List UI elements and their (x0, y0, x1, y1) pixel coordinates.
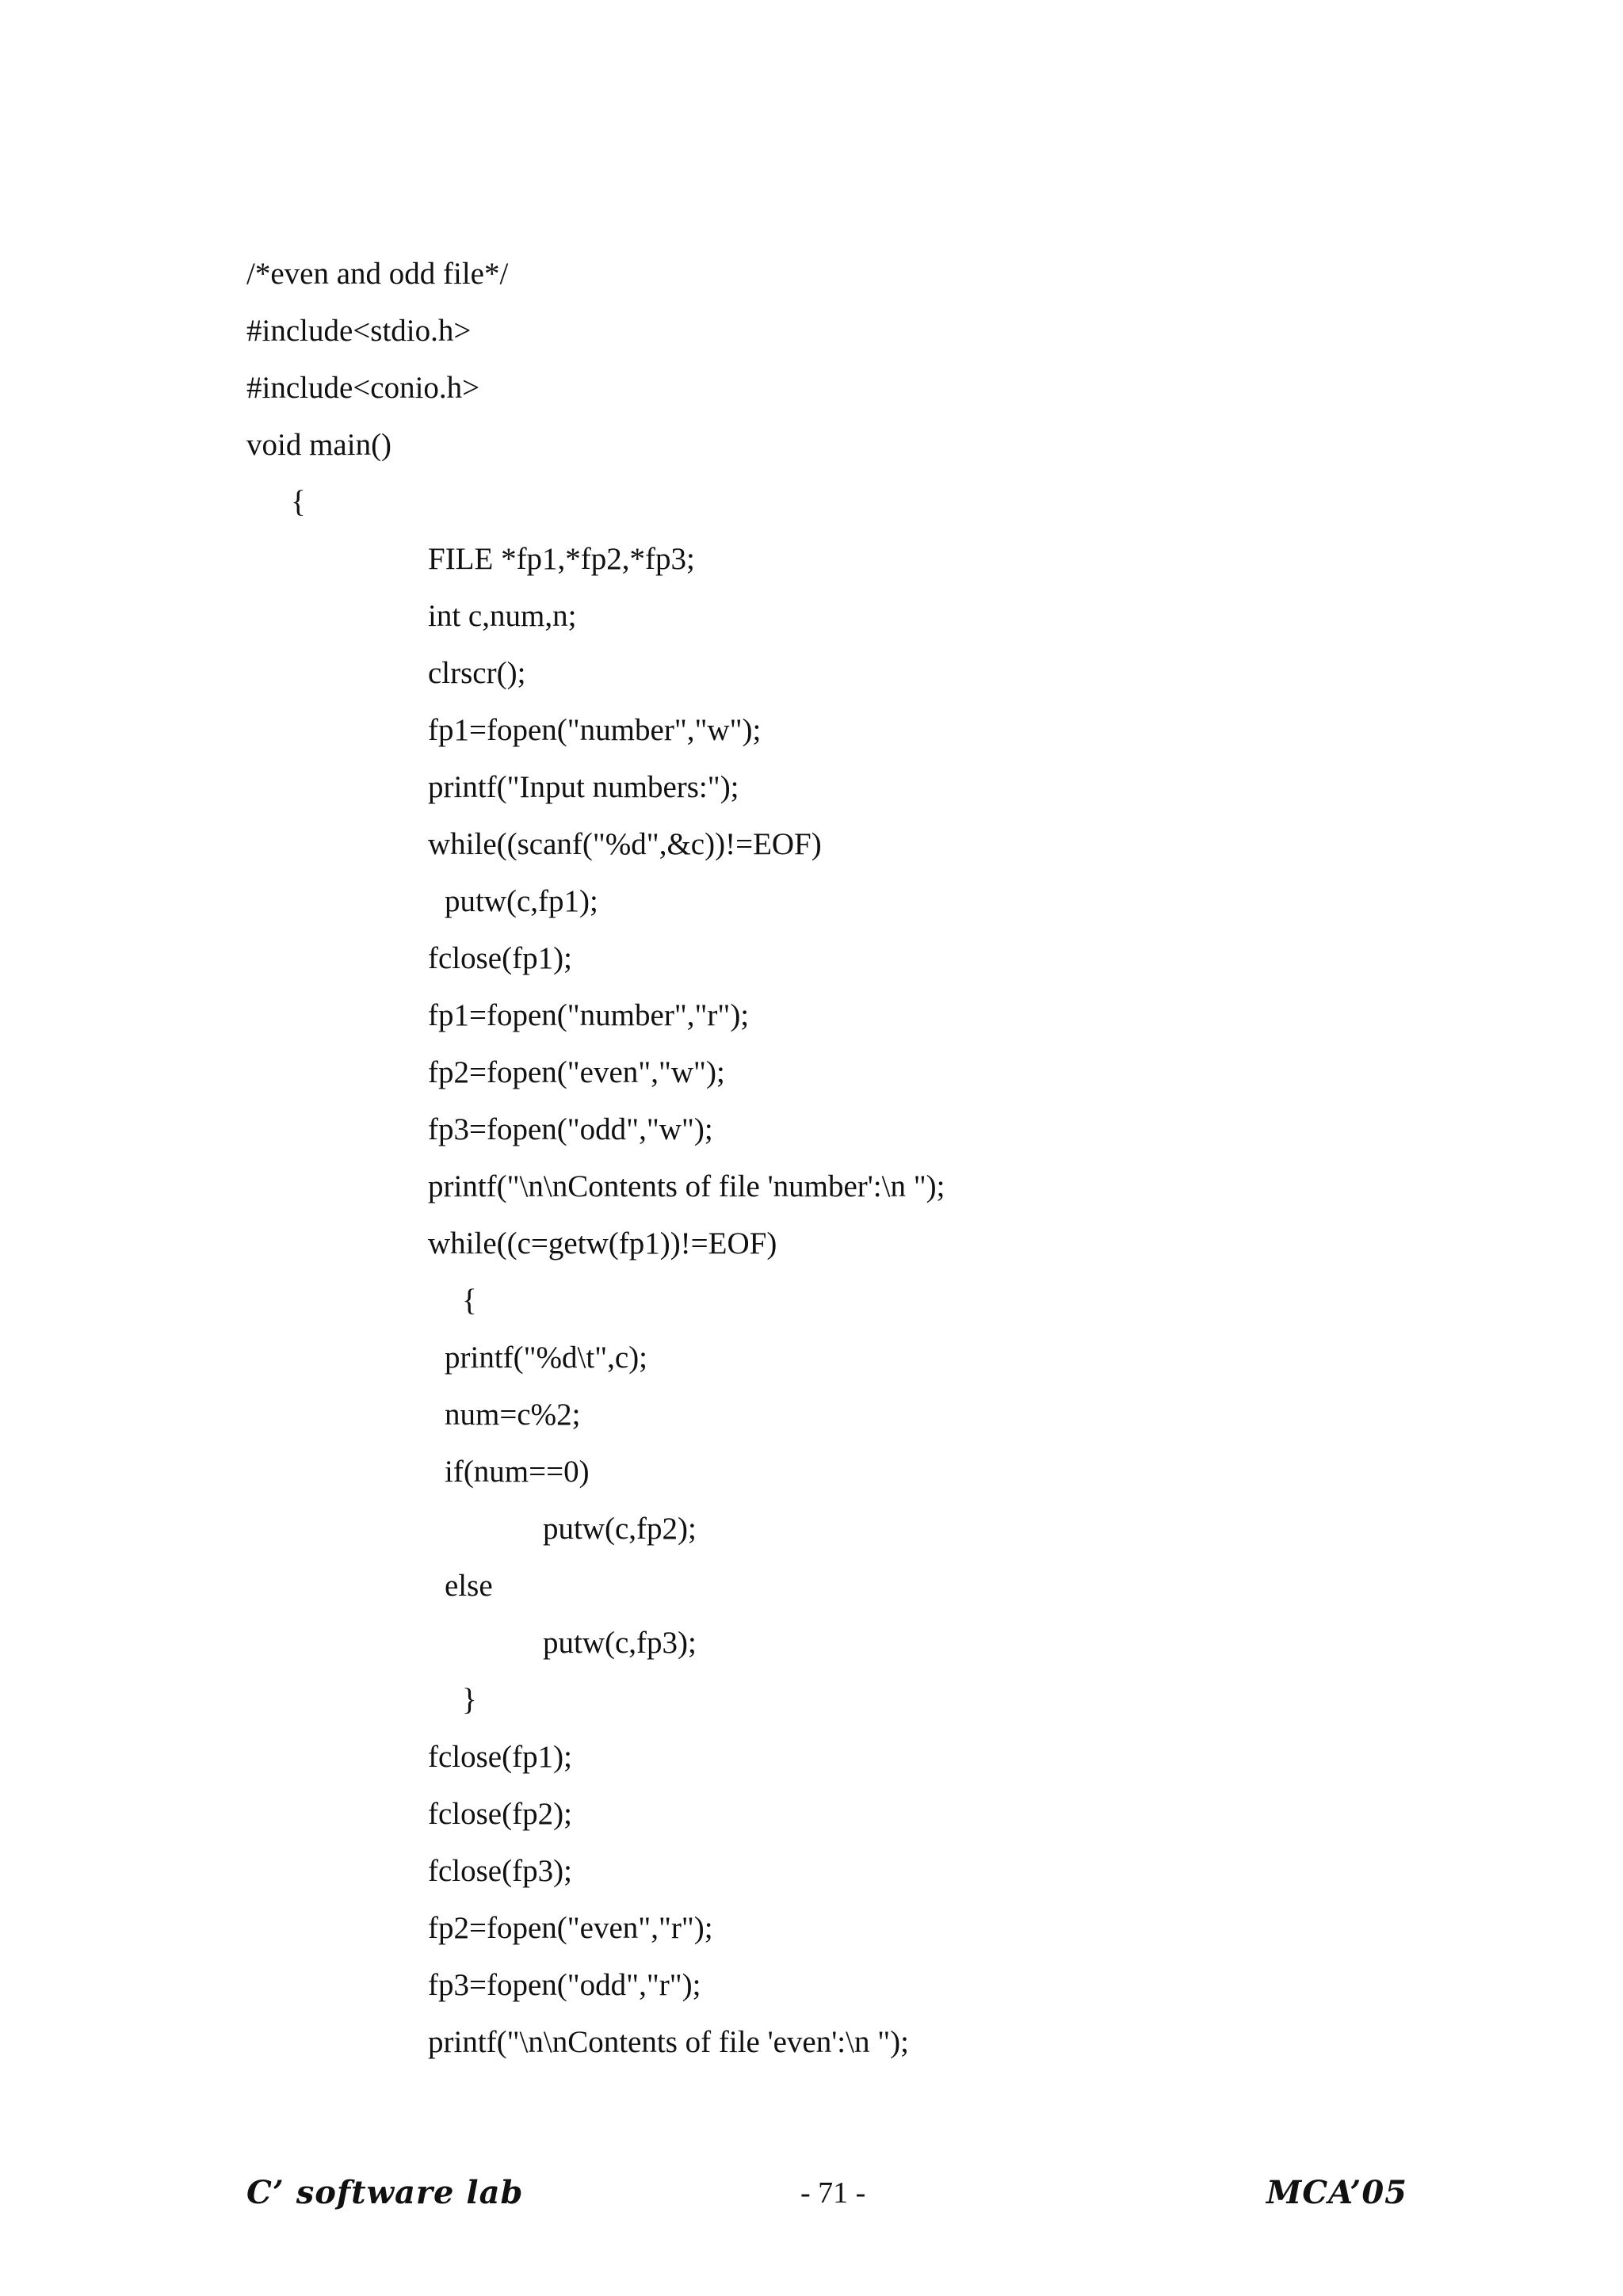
code-line-9: fp1=fopen("number","w"); (428, 713, 762, 747)
code-line-8: clrscr(); (428, 656, 526, 690)
code-line-7: int c,num,n; (428, 599, 577, 633)
footer-course-name: C’ software lab (246, 2174, 524, 2211)
code-line-26: } (462, 1683, 477, 1717)
code-line-3: #include<conio.h> (246, 371, 480, 405)
code-line-15: fp2=fopen("even","w"); (428, 1055, 725, 1089)
code-line-1: /*even and odd file*/ (246, 257, 509, 291)
code-line-21: num=c%2; (445, 1398, 581, 1432)
footer-batch: MCA’05 (1266, 2174, 1407, 2211)
code-line-2: #include<stdio.h> (246, 314, 472, 348)
code-line-25: putw(c,fp3); (543, 1626, 697, 1660)
code-line-5: { (291, 485, 306, 519)
code-line-18: while((c=getw(fp1))!=EOF) (428, 1226, 777, 1261)
code-line-4: void main() (246, 428, 392, 462)
code-line-19: { (462, 1283, 477, 1318)
code-line-13: fclose(fp1); (428, 941, 572, 975)
page-number: - 71 - (800, 2176, 866, 2210)
code-line-11: while((scanf("%d",&c))!=EOF) (428, 827, 822, 861)
code-line-20: printf("%d\t",c); (445, 1341, 648, 1375)
code-line-17: printf("\n\nContents of file 'number':\n "); (428, 1169, 945, 1203)
code-line-23: putw(c,fp2); (543, 1512, 697, 1546)
code-line-16: fp3=fopen("odd","w"); (428, 1112, 713, 1146)
code-line-22: if(num==0) (445, 1455, 590, 1489)
code-line-10: printf("Input numbers:"); (428, 770, 739, 804)
code-line-29: fclose(fp3); (428, 1854, 572, 1888)
code-listing (246, 246, 1514, 2071)
code-line-28: fclose(fp2); (428, 1797, 572, 1831)
code-line-32: printf("\n\nContents of file 'even':\n "); (428, 2025, 909, 2059)
code-line-6: FILE *fp1,*fp2,*fp3; (428, 542, 695, 576)
code-line-30: fp2=fopen("even","r"); (428, 1911, 713, 1945)
code-line-31: fp3=fopen("odd","r"); (428, 1968, 701, 2002)
code-line-27: fclose(fp1); (428, 1740, 572, 1774)
code-line-12: putw(c,fp1); (445, 884, 598, 918)
code-line-24: else (445, 1569, 493, 1603)
code-line-14: fp1=fopen("number","r"); (428, 998, 750, 1032)
